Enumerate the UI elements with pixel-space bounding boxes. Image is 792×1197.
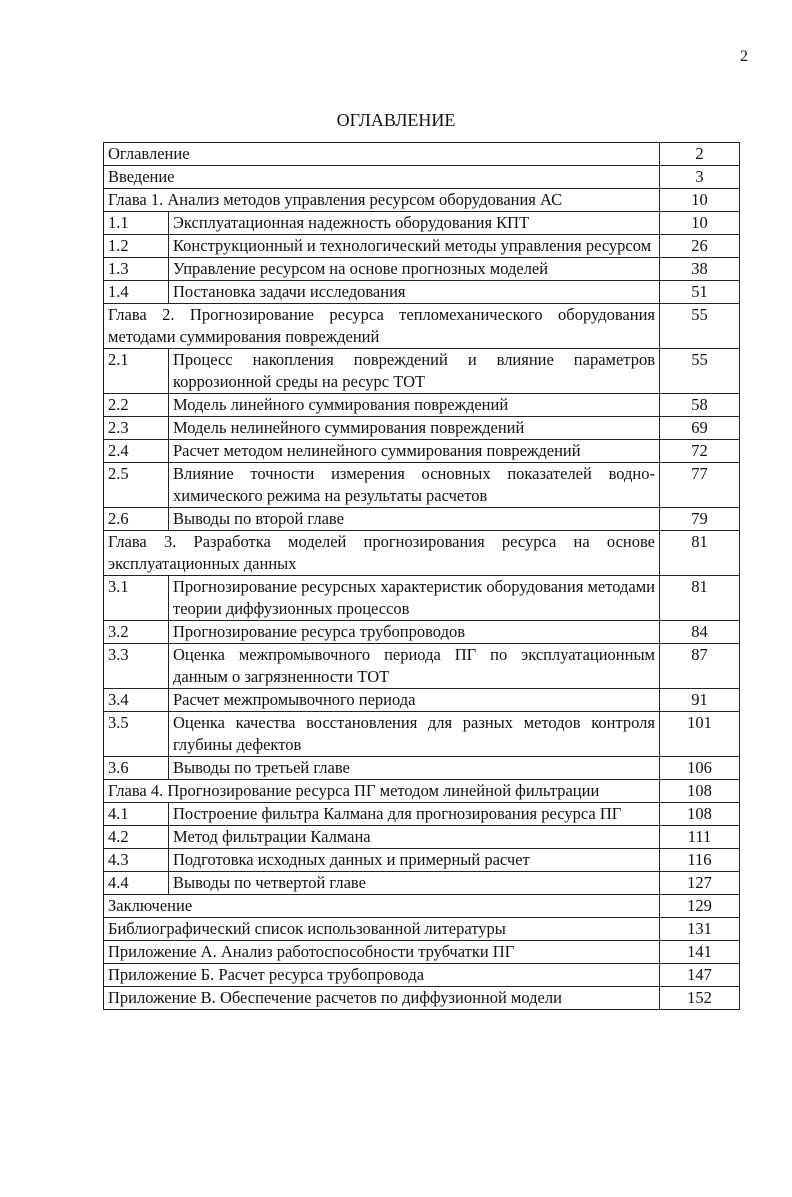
toc-page-number: 131 bbox=[660, 918, 740, 941]
toc-page-number: 69 bbox=[660, 417, 740, 440]
toc-entry-title: Библиографический список использованной литературы bbox=[104, 918, 660, 941]
toc-page-number: 101 bbox=[660, 712, 740, 757]
toc-page-number: 106 bbox=[660, 757, 740, 780]
toc-section-number: 3.5 bbox=[104, 712, 169, 757]
toc-section-row bbox=[104, 258, 740, 281]
toc-entry-title: Введение bbox=[104, 166, 660, 189]
toc-title: ОГЛАВЛЕНИЕ bbox=[336, 110, 456, 130]
toc-entry-title: Приложение А. Анализ работоспособности трубчатки ПГ bbox=[104, 941, 660, 964]
toc-chapter-row bbox=[104, 531, 740, 576]
toc-section-row bbox=[104, 757, 740, 780]
toc-section-number: 4.1 bbox=[104, 803, 169, 826]
page-number: 2 bbox=[740, 48, 748, 65]
toc-section-row bbox=[104, 349, 740, 394]
toc-entry-title: Глава 4. Прогнозирование ресурса ПГ методом линейной фильтрации bbox=[104, 780, 660, 803]
toc-table bbox=[103, 142, 740, 1010]
toc-entry-title: Модель нелинейного суммирования повреждений bbox=[169, 417, 660, 440]
toc-section-number: 4.2 bbox=[104, 826, 169, 849]
toc-entry-title: Расчет межпромывочного периода bbox=[169, 689, 660, 712]
toc-section-number: 1.2 bbox=[104, 235, 169, 258]
toc-chapter-row bbox=[104, 941, 740, 964]
toc-page-number: 79 bbox=[660, 508, 740, 531]
toc-entry-title: Оценка межпромывочного периода ПГ по эксплуатационным данным о загрязненности ТОТ bbox=[169, 644, 660, 689]
toc-section-number: 2.2 bbox=[104, 394, 169, 417]
toc-page-number: 3 bbox=[660, 166, 740, 189]
toc-section-row bbox=[104, 440, 740, 463]
toc-section-number: 2.4 bbox=[104, 440, 169, 463]
toc-section-number: 2.6 bbox=[104, 508, 169, 531]
toc-page-number: 127 bbox=[660, 872, 740, 895]
toc-page-number: 108 bbox=[660, 803, 740, 826]
toc-page-number: 111 bbox=[660, 826, 740, 849]
toc-entry-title: Выводы по третьей главе bbox=[169, 757, 660, 780]
toc-entry-title: Глава 2. Прогнозирование ресурса тепломеханического оборудования методами суммирования повреждений bbox=[104, 304, 660, 349]
toc-section-number: 2.1 bbox=[104, 349, 169, 394]
toc-page-number: 108 bbox=[660, 780, 740, 803]
toc-section-row bbox=[104, 235, 740, 258]
toc-page-number: 72 bbox=[660, 440, 740, 463]
toc-entry-title: Глава 3. Разработка моделей прогнозирования ресурса на основе эксплуатационных данных bbox=[104, 531, 660, 576]
toc-page-number: 10 bbox=[660, 189, 740, 212]
toc-section-number: 2.3 bbox=[104, 417, 169, 440]
toc-section-number: 4.4 bbox=[104, 872, 169, 895]
toc-page-number: 81 bbox=[660, 576, 740, 621]
toc-page-number: 116 bbox=[660, 849, 740, 872]
toc-entry-title: Приложение Б. Расчет ресурса трубопровода bbox=[104, 964, 660, 987]
toc-page-number: 58 bbox=[660, 394, 740, 417]
toc-entry-title: Прогнозирование ресурса трубопроводов bbox=[169, 621, 660, 644]
toc-entry-title: Построение фильтра Калмана для прогнозирования ресурса ПГ bbox=[169, 803, 660, 826]
toc-section-number: 3.1 bbox=[104, 576, 169, 621]
toc-section-row bbox=[104, 576, 740, 621]
toc-page-number: 51 bbox=[660, 281, 740, 304]
toc-section-number: 3.2 bbox=[104, 621, 169, 644]
toc-entry-title: Глава 1. Анализ методов управления ресурсом оборудования АС bbox=[104, 189, 660, 212]
toc-page-number: 55 bbox=[660, 349, 740, 394]
toc-chapter-row bbox=[104, 918, 740, 941]
toc-entry-title: Оценка качества восстановления для разных методов контроля глубины дефектов bbox=[169, 712, 660, 757]
toc-entry-title: Конструкционный и технологический методы управления ресурсом bbox=[169, 235, 660, 258]
toc-page-number: 141 bbox=[660, 941, 740, 964]
toc-section-row bbox=[104, 417, 740, 440]
toc-entry-title: Влияние точности измерения основных показателей водно-химического режима на результаты расчетов bbox=[169, 463, 660, 508]
toc-section-row bbox=[104, 712, 740, 757]
toc-section-number: 3.4 bbox=[104, 689, 169, 712]
toc-section-row bbox=[104, 803, 740, 826]
toc-chapter-row bbox=[104, 964, 740, 987]
toc-chapter-row bbox=[104, 189, 740, 212]
toc-section-row bbox=[104, 508, 740, 531]
toc-section-row bbox=[104, 394, 740, 417]
toc-entry-title: Заключение bbox=[104, 895, 660, 918]
toc-entry-title: Модель линейного суммирования повреждений bbox=[169, 394, 660, 417]
toc-page-number: 87 bbox=[660, 644, 740, 689]
toc-page-number: 26 bbox=[660, 235, 740, 258]
toc-section-row bbox=[104, 826, 740, 849]
toc-page-number: 2 bbox=[660, 143, 740, 166]
toc-page-number: 81 bbox=[660, 531, 740, 576]
toc-page-number: 38 bbox=[660, 258, 740, 281]
toc-entry-title: Процесс накопления повреждений и влияние параметров коррозионной среды на ресурс ТОТ bbox=[169, 349, 660, 394]
toc-section-row bbox=[104, 212, 740, 235]
toc-chapter-row bbox=[104, 780, 740, 803]
toc-entry-title: Метод фильтрации Калмана bbox=[169, 826, 660, 849]
toc-chapter-row bbox=[104, 143, 740, 166]
toc-page-number: 152 bbox=[660, 987, 740, 1010]
toc-section-number: 4.3 bbox=[104, 849, 169, 872]
toc-section-number: 2.5 bbox=[104, 463, 169, 508]
toc-section-row bbox=[104, 463, 740, 508]
toc-entry-title: Выводы по второй главе bbox=[169, 508, 660, 531]
toc-section-number: 1.3 bbox=[104, 258, 169, 281]
toc-section-number: 1.1 bbox=[104, 212, 169, 235]
toc-page-number: 129 bbox=[660, 895, 740, 918]
toc-chapter-row bbox=[104, 304, 740, 349]
toc-section-row bbox=[104, 849, 740, 872]
toc-chapter-row bbox=[104, 166, 740, 189]
toc-section-number: 3.3 bbox=[104, 644, 169, 689]
toc-entry-title: Прогнозирование ресурсных характеристик оборудования методами теории диффузионных процессов bbox=[169, 576, 660, 621]
toc-section-row bbox=[104, 281, 740, 304]
toc-section-row bbox=[104, 621, 740, 644]
toc-section-row bbox=[104, 872, 740, 895]
toc-entry-title: Эксплуатационная надежность оборудования КПТ bbox=[169, 212, 660, 235]
toc-chapter-row bbox=[104, 895, 740, 918]
toc-chapter-row bbox=[104, 987, 740, 1010]
toc-page-number: 55 bbox=[660, 304, 740, 349]
toc-entry-title: Расчет методом нелинейного суммирования повреждений bbox=[169, 440, 660, 463]
toc-section-number: 1.4 bbox=[104, 281, 169, 304]
toc-entry-title: Приложение В. Обеспечение расчетов по диффузионной модели bbox=[104, 987, 660, 1010]
toc-section-row bbox=[104, 644, 740, 689]
toc-entry-title: Управление ресурсом на основе прогнозных моделей bbox=[169, 258, 660, 281]
toc-page-number: 91 bbox=[660, 689, 740, 712]
toc-page-number: 147 bbox=[660, 964, 740, 987]
toc-page-number: 84 bbox=[660, 621, 740, 644]
toc-section-number: 3.6 bbox=[104, 757, 169, 780]
toc-page-number: 10 bbox=[660, 212, 740, 235]
toc-page-number: 77 bbox=[660, 463, 740, 508]
toc-entry-title: Постановка задачи исследования bbox=[169, 281, 660, 304]
toc-entry-title: Оглавление bbox=[104, 143, 660, 166]
toc-section-row bbox=[104, 689, 740, 712]
toc-entry-title: Подготовка исходных данных и примерный расчет bbox=[169, 849, 660, 872]
toc-entry-title: Выводы по четвертой главе bbox=[169, 872, 660, 895]
